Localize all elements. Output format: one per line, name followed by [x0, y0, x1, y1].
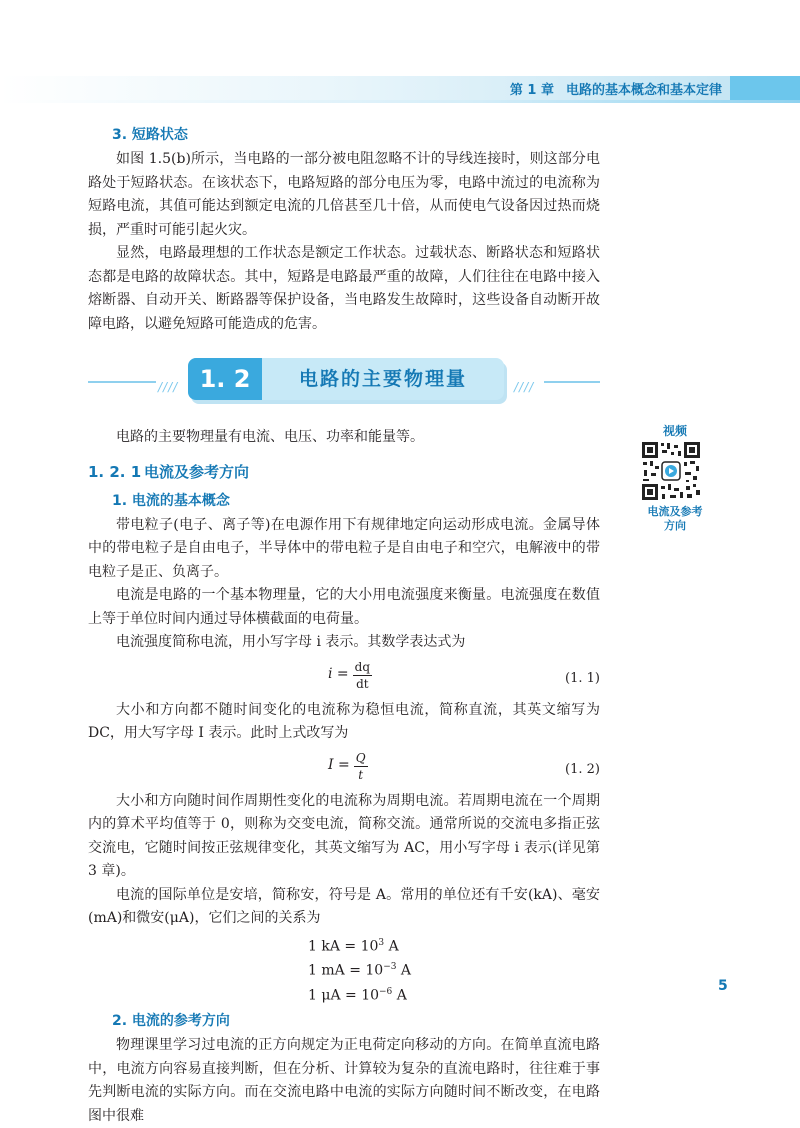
unit-row-ma: 1 mA = $10^{-3}$ A: [308, 962, 412, 979]
equation-number: (1. 2): [565, 761, 600, 777]
unit-row-ka: 1 kA = $10^3$ A: [308, 937, 399, 955]
equation-1-2: [88, 746, 600, 790]
paragraph: 显然，电路最理想的工作状态是额定工作状态。过载状态、断路状态和短路状态都是电路的故障状态。其中，短路是电路最严重的故障，人们往往在电路中接入熔断器、自动开关、断路器等保护设备，当电路发生故障时，这些设备自动断开故障电路，以避免短路可能造成的危害。: [88, 245, 600, 332]
header-accent-bar: [730, 76, 800, 100]
running-header: [510, 79, 722, 98]
qr-caption-line: 电流及参考: [647, 505, 703, 518]
section-number: 1. 2: [188, 358, 262, 400]
fraction: [354, 750, 368, 783]
equation-lhs: i =: [328, 666, 349, 683]
paragraph: 电流是电路的一个基本物理量，它的大小用电流强度来衡量。电流强度在数值上等于单位时间内通过导体横截面的电荷量。: [88, 587, 600, 627]
denominator: t: [358, 767, 364, 782]
section-banner: [88, 358, 600, 406]
qr-code[interactable]: [640, 440, 702, 502]
section-title: 电路的主要物理量: [298, 368, 467, 390]
qr-video-label: 视频: [662, 424, 687, 438]
subsection-title: 电流及参考方向: [144, 462, 250, 481]
paragraph: 带电粒子(电子、离子等)在电源作用下有规律地定向运动形成电流。金属导体中的带电粒子是自由电子，半导体中的带电粒子是自由电子和空穴，电解液中的带电粒子是正、负离子。: [88, 516, 600, 580]
paragraph: 电流的国际单位是安培，简称安，符号是 A。常用的单位还有千安(kA)、毫安(mA)和微安(μA)，它们之间的关系为: [88, 886, 600, 926]
equation-number: (1. 1): [565, 670, 600, 686]
page-number: 5: [718, 978, 728, 994]
paragraph: 大小和方向随时间作周期性变化的电流称为周期电流。若周期电流在一个周期内的算术平均值等于 0，则称为交变电流，简称交流。通常所说的交流电多指正弦交流电，它随时间按正弦规律变化，其英文缩写为 AC，用小写字母 i 表示(详见第 3 章)。: [88, 792, 600, 879]
equation-lhs: I =: [328, 757, 350, 774]
unit-row-ua: 1 $\mu A = 10^{-6}$ A: [308, 986, 407, 1004]
paragraph: 电流强度简称电流，用小写字母 i 表示。其数学表达式为: [116, 634, 466, 650]
unit-relations: [308, 933, 600, 1007]
header-rule: [0, 100, 800, 103]
equation-1-1: [88, 655, 600, 699]
banner-line-left: [88, 381, 156, 383]
denominator: dt: [356, 676, 369, 691]
numerator: Q: [355, 750, 366, 765]
section-title-box: [188, 358, 504, 400]
chapter-number: 第 1 章: [509, 83, 554, 98]
short-circuit-heading: 3. 短路状态: [112, 127, 188, 143]
page-body: [88, 120, 600, 1128]
section-intro: 电路的主要物理量有电流、电压、功率和能量等。: [116, 429, 424, 445]
subsection-number: 1. 2. 1: [88, 462, 142, 481]
qr-code-icon: [640, 440, 702, 502]
fraction: [353, 659, 372, 692]
qr-caption: [635, 505, 715, 533]
banner-hatch-left: ////: [158, 380, 179, 394]
qr-caption-line: 方向: [664, 519, 686, 532]
banner-line-right: [544, 381, 600, 383]
subsection-heading: [88, 460, 600, 484]
numerator: dq: [354, 659, 371, 674]
paragraph: 如图 1.5(b)所示，当电路的一部分被电阻忽略不计的导线连接时，则这部分电路处于短路状态。在该状态下，电路短路的部分电压为零，电路中流过的电流称为短路电流，其值可能达到额定电流的几倍甚至几十倍，从而使电气设备因过热而烧损，严重时可能引起火灾。: [88, 151, 600, 238]
reference-heading: 2. 电流的参考方向: [112, 1013, 230, 1030]
banner-hatch-right: ////: [514, 380, 535, 394]
chapter-title: 电路的基本概念和基本定律: [565, 83, 722, 98]
paragraph: 大小和方向都不随时间变化的电流称为稳恒电流，简称直流，其英文缩写为 DC，用大写字母 I 表示。此时上式改写为: [88, 701, 600, 741]
concept-heading: 1. 电流的基本概念: [112, 492, 230, 509]
paragraph: 物理课里学习过电流的正方向规定为正电荷定向移动的方向。在简单直流电路中，电流方向容易直接判断，但在分析、计算较为复杂的直流电路时，往往难于事先判断电流的实际方向。而在交流电路中电流的实际方向随时间不断改变，在电路图中很难: [88, 1037, 600, 1124]
